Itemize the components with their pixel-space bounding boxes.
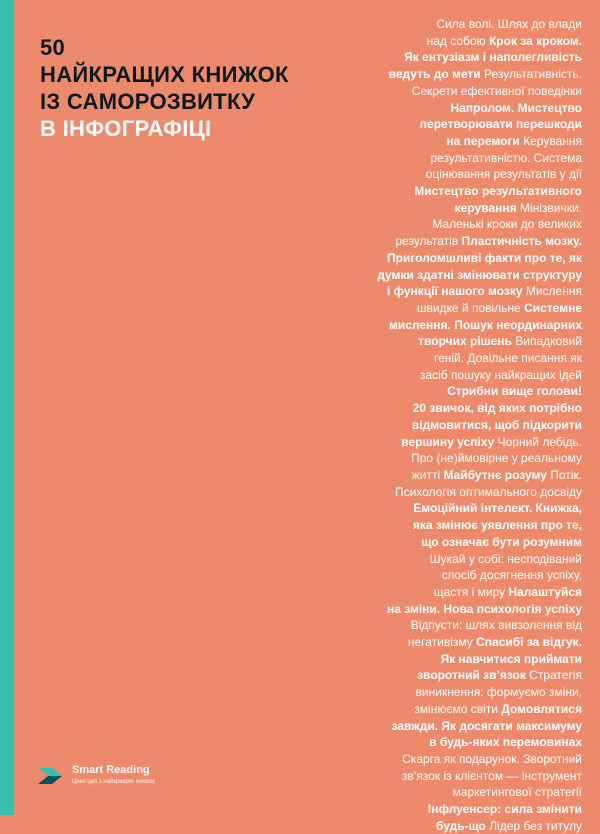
book-title-segment: Відпусти: шлях вивзолення від: [410, 618, 582, 633]
book-title-bold-segment: думки здатні змінювати структуру: [377, 267, 582, 282]
book-list-line: [346, 751, 582, 768]
book-list-line: [346, 551, 582, 568]
book-title-bold-segment: Системне: [524, 300, 582, 315]
book-list-line: [346, 49, 582, 66]
book-list-line: [346, 417, 582, 434]
book-list-line: [346, 350, 582, 367]
book-list-line: [346, 500, 582, 517]
book-title-bold-segment: на перемоги: [446, 133, 524, 148]
book-list-line: [346, 768, 582, 785]
book-list-line: [346, 701, 582, 718]
book-list-line: [346, 150, 582, 167]
book-list-line: [346, 83, 582, 100]
book-list-line: [346, 450, 582, 467]
book-title-bold-segment: Приголомшливі факти про те, як: [387, 250, 582, 265]
book-list-line: [346, 216, 582, 233]
book-list-line: [346, 634, 582, 651]
book-list-line: [346, 283, 582, 300]
book-list-line: [346, 801, 582, 818]
book-list-line: [346, 166, 582, 183]
book-title-bold-segment: Як навчитися приймати: [440, 651, 582, 666]
book-title-bold-segment: яка змінює уявлення про те,: [412, 518, 582, 533]
book-title-segment: над собою: [426, 33, 489, 48]
book-title-bold-segment: Пластичність мозку.: [461, 234, 582, 249]
book-title-segment: швидке й повільне: [416, 300, 525, 315]
book-title-bold-segment: Напролом. Мистецтво: [450, 100, 582, 115]
book-title-bold-segment: Інфлуенсер: сила змінити: [427, 802, 582, 817]
book-title-segment: Результативність.: [483, 67, 582, 82]
smart-reading-logo-icon: [36, 764, 64, 788]
book-title-bold-segment: Майбутнє розуму: [443, 467, 551, 482]
book-title-bold-segment: Як ентузіазм і наполегливість: [404, 50, 582, 65]
title-line-infographics: В ІНФОГРАФІЦІ: [40, 116, 212, 141]
book-title-bold-segment: Крок за кроком.: [488, 33, 582, 48]
book-title-bold-segment: Налаштуйся: [508, 584, 582, 599]
book-title-segment: засіб пошуку найкращих ідей: [419, 367, 582, 382]
book-list-line: [346, 16, 582, 33]
book-title-segment: Шукай у собі: несподіваний: [429, 551, 582, 566]
book-list-line: [346, 684, 582, 701]
book-list-line: [346, 333, 582, 350]
book-title-segment: Про (не)ймовірне у реальному: [411, 451, 582, 466]
book-list-line: [346, 250, 582, 267]
book-title-bold-segment: 20 звичок, від яких потрібно: [412, 401, 582, 416]
book-title-segment: змінюємо світи: [414, 701, 502, 716]
book-title-segment: Лідер без титулу: [489, 818, 582, 833]
book-list-line: [346, 400, 582, 417]
cover-spine-stripe: [0, 0, 14, 815]
book-title-bold-segment: Спасибі за відгук.: [476, 635, 582, 650]
book-title-segment: Сила волі. Шлях до влади: [436, 17, 582, 31]
book-title-segment: Психологія оптимального досвіду: [395, 484, 582, 499]
book-title-bold-segment: відмовитися, щоб підкорити: [411, 417, 582, 432]
book-list-line: [346, 467, 582, 484]
book-list: [346, 16, 582, 833]
book-title-bold-segment: в будь-яких перемовинах: [429, 735, 582, 750]
book-list-line: [346, 33, 582, 50]
book-list-line: [346, 718, 582, 735]
book-title-segment: маркетингової стратегії: [452, 785, 582, 800]
cover-title: [40, 34, 340, 142]
book-list-line: [346, 734, 582, 751]
book-title-bold-segment: ведуть до мети: [388, 67, 484, 82]
book-title-bold-segment: будь-що: [435, 818, 490, 833]
book-list-line: [346, 66, 582, 83]
book-list-line: [346, 100, 582, 117]
book-list-line: [346, 434, 582, 451]
book-list-line: [346, 300, 582, 317]
book-list-line: [346, 601, 582, 618]
book-title-bold-segment: завжди. Як досягати максимуму: [391, 718, 582, 733]
book-list-line: [346, 617, 582, 634]
book-list-line: [346, 133, 582, 150]
book-title-bold-segment: що означає бути розумним: [421, 534, 582, 549]
book-list-line: [346, 534, 582, 551]
book-title-segment: щастя і миру: [433, 584, 509, 599]
book-title-bold-segment: Стрибни вище голови!: [447, 384, 582, 399]
book-title-segment: Чорний лебідь.: [497, 434, 582, 449]
book-list-line: [346, 200, 582, 217]
book-list-line: [346, 517, 582, 534]
book-title-segment: Потік.: [550, 467, 582, 482]
book-list-line: [346, 651, 582, 668]
book-list-line: [346, 383, 582, 400]
book-title-segment: негативізму: [407, 635, 477, 650]
logo-name: Smart Reading: [72, 764, 150, 776]
book-title-segment: оцінювання результатів у дії: [425, 167, 582, 182]
book-title-segment: Випадковий: [515, 334, 582, 349]
book-list-line: [346, 484, 582, 501]
book-title-segment: Скарга як подарунок. Зворотний: [402, 751, 582, 766]
book-title-bold-segment: перетворювати перешкоди: [419, 117, 582, 132]
publisher-logo: [36, 762, 216, 794]
book-list-line: [346, 367, 582, 384]
book-list-line: [346, 116, 582, 133]
book-title-segment: результативністю. Система: [430, 150, 582, 165]
book-title-segment: спосіб досягнення успіху,: [441, 568, 582, 583]
book-title-bold-segment: і функції нашого мозку: [386, 284, 526, 299]
title-number: 50: [40, 35, 66, 60]
book-title-bold-segment: Домовлятися: [501, 701, 582, 716]
book-list-line: [346, 584, 582, 601]
book-title-bold-segment: керування: [454, 200, 520, 215]
logo-tagline: Цінні ідеї з найкращих книжок: [72, 779, 155, 785]
book-list-line: [346, 667, 582, 684]
book-title-segment: Мінізвички.: [519, 200, 582, 215]
book-list-line: [346, 233, 582, 250]
book-list-line: [346, 784, 582, 801]
book-list-line: [346, 267, 582, 284]
book-list-line: [346, 183, 582, 200]
book-list-line: [346, 317, 582, 334]
title-line-self-development: ІЗ САМОРОЗВИТКУ: [40, 89, 256, 114]
book-title-bold-segment: на зміни. Нова психологія успіху: [387, 601, 582, 616]
book-list-line: [346, 567, 582, 584]
book-title-bold-segment: творчих рішень: [418, 334, 516, 349]
book-title-bold-segment: мислення. Пошук неординарних: [388, 317, 582, 332]
book-title-segment: житті: [411, 467, 444, 482]
book-title-segment: Керування: [523, 133, 582, 148]
book-title-bold-segment: Емоційний інтелект. Книжка,: [413, 501, 582, 516]
book-title-segment: результатів: [395, 234, 462, 249]
book-title-bold-segment: зворотний зв’язок: [417, 668, 530, 683]
book-title-segment: Мислення: [525, 284, 582, 299]
book-title-segment: Маленькі кроки до великих: [432, 217, 582, 232]
book-title-segment: зв’язок із клієнтом — інструмент: [401, 768, 582, 783]
book-title-segment: виникнення: формуємо зміни,: [415, 685, 582, 700]
book-title-bold-segment: Мистецтво результативного: [414, 184, 582, 199]
book-title-segment: Секрети ефективної поведінки: [411, 83, 582, 98]
book-title-segment: Стратегія: [529, 668, 582, 683]
book-title-bold-segment: вершину успіху: [401, 434, 498, 449]
title-line-best-books: НАЙКРАЩИХ КНИЖОК: [40, 62, 289, 87]
book-list-line: [346, 818, 582, 834]
book-title-segment: геній. Довільне писання як: [433, 351, 582, 366]
